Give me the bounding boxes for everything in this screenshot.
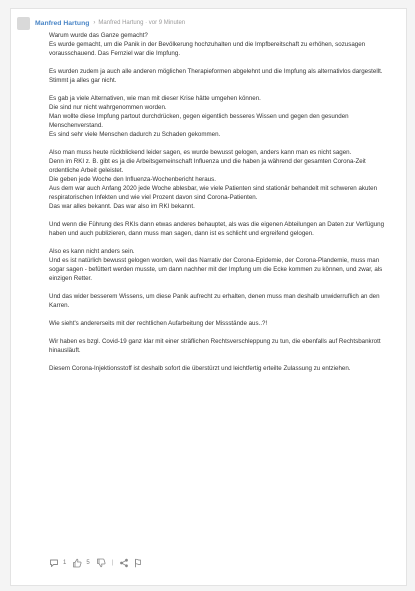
author-name[interactable]: Manfred Hartung [35,19,90,27]
comment-paragraph: Diesem Corona-Injektionsstoff ist deshalb sofort die überstürzt und leichtfertig erteilte Zulassung zu entziehen. [49,365,351,372]
flag-icon[interactable] [133,558,143,568]
comment-paragraph: Wir haben es bzgl. Covid-19 ganz klar mit einer sträflichen Rechtsverschleppung zu tun, die ebenfalls auf Rechtsbankrott hinausläuft. [49,338,383,354]
reply-arrow-icon: › [93,20,96,26]
reply-icon[interactable] [49,558,59,568]
comment-paragraph: Und wenn die Führung des RKIs dann etwas anderes behauptet, als was die eigenen Abteilungen an Daten zur Verfügung haben und auch publizieren, dann muss man sagen, dann ist es schlicht und ergreifend gelogen. [49,221,386,237]
comment-body [49,31,394,382]
comment-header [17,15,400,31]
downvote-count: 5 [86,560,90,566]
comment-actions [49,557,143,569]
upvote-count: 1 [63,560,67,566]
thumbs-down-icon[interactable] [96,558,106,568]
thumbs-up-icon[interactable] [72,558,82,568]
reply-to-name[interactable]: Manfred Hartung [98,20,144,26]
comment-paragraph: Und das wider besserem Wissens, um diese Panik aufrecht zu erhalten, denen muss man deshalb unwiderruflich an den Karren. [49,293,382,309]
reply-to-meta [98,20,185,26]
comment-paragraph: Also man muss heute rückblickend leider sagen, es wurde bewusst gelogen, anders kann man es nicht sagen. Denn im RKI z. B. gibt es ja die Arbeitsgemeinschaft Influenza und die haben ja während der gesamten Corona-Zeit ordentliche Arbeit geleistet. Die geben jede Woche den Influenza-Wochenbericht heraus. Aus dem war auch Anfang 2020 jede Woche ablesbar, wie viele Patienten sind stationär behandelt mit schweren akuten respiratorischen Infekten und wie viel Prozent davon sind Corona-Patienten. Das war alles bekannt. Das war also im RKI bekannt. [49,149,378,210]
comment-paragraph: Also es kann nicht anders sein. Und es ist natürlich bewusst gelogen worden, weil das Narrativ der Corona-Epidemie, der Corona-Plandemie, muss man sogar sagen - befüttert werden musste, um dann nachher mit der Impfung um die Ecke kommen zu können, und zwar, als einzigen Retter. [49,248,383,282]
comment-card [10,8,407,586]
time-ago[interactable]: vor 9 Minuten [148,20,186,26]
comment-paragraph: Es gab ja viele Alternativen, wie man mit dieser Krise hätte umgehen können. Die sind nur nicht wahrgenommen worden. Man wollte diese Impfung partout durchdrücken, gegen eigentlich besseres Wissen und gegen den gesunden Menschenverstand. Es sind sehr viele Menschen dadurch zu Schaden gekommen. [49,95,349,138]
comment-paragraph: Es wurden zudem ja auch alle anderen möglichen Therapieformen abgelehnt und die Impfung als alternativlos dargestellt. Stimmt ja alles gar nicht. [49,68,383,84]
comment-paragraph: Wie sieht's andererseits mit der rechtlichen Aufarbeitung der Missstände aus..?! [49,320,268,327]
share-icon[interactable] [119,558,129,568]
action-separator: | [111,560,114,566]
avatar[interactable] [17,17,30,30]
meta-separator: · [145,20,149,26]
comment-paragraph: Warum wurde das Ganze gemacht? Es wurde gemacht, um die Panik in der Bevölkerung hochzuhalten und die Impfbereitschaft zu erhöhen, sozusagen vorausschauend. Das Fernziel war die Impfung. [49,32,366,57]
